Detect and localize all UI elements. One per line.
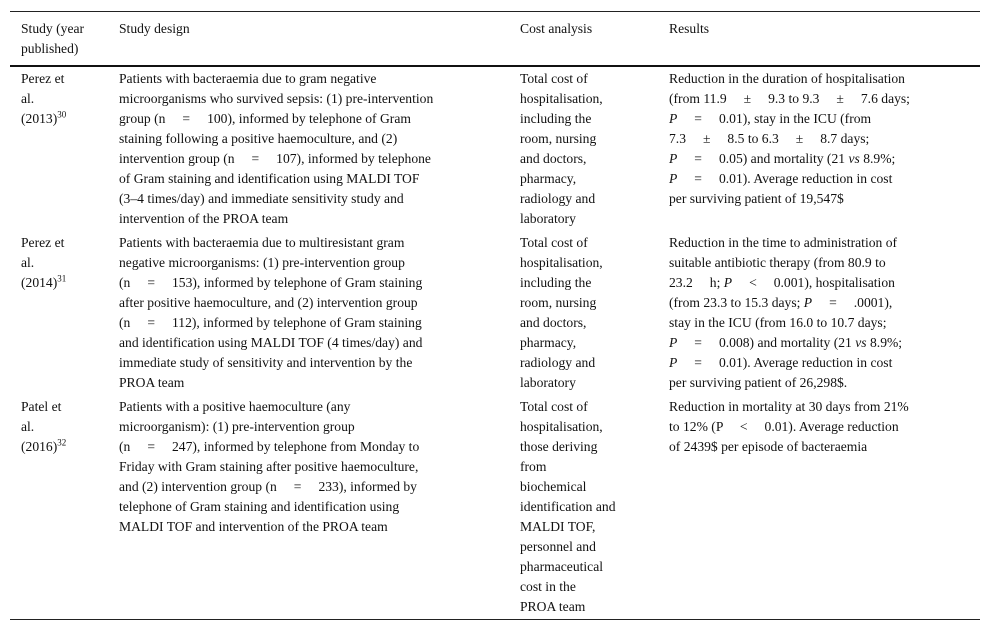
results-cell-line: P = 0.01). Average reduction in cost (669, 171, 893, 186)
results-cell (658, 69, 980, 229)
results-cell-line: 23.2 h; P < 0.001), hospitalisation (669, 275, 895, 290)
cost-analysis-cell-line: biochemical (520, 479, 587, 494)
results-cell (658, 233, 980, 393)
design-cell-line: staining following a positive haemoculture, and (2) (119, 131, 398, 146)
study-line (21, 437, 108, 457)
cost-analysis-cell-line: identification and (520, 499, 616, 514)
cost-analysis-cell-line: laboratory (520, 211, 576, 226)
design-cell-line: intervention of the PROA team (119, 211, 289, 226)
reference-number: 32 (57, 437, 67, 448)
study-text: al. (21, 91, 35, 106)
header-line: Study (year (21, 21, 85, 36)
cost-analysis-cell-line: hospitalisation, (520, 419, 603, 434)
cost-analysis-cell-line: including the (520, 275, 592, 290)
results-cell-line: P = 0.05) and mortality (21 vs 8.9%; (669, 151, 896, 166)
study-cell (10, 397, 108, 617)
cost-analysis-cell-line: and doctors, (520, 151, 587, 166)
study-text: Perez et (21, 71, 65, 86)
cost-analysis-cell (509, 69, 658, 229)
study-line (21, 273, 108, 293)
design-cell-line: MALDI TOF and intervention of the PROA team (119, 519, 388, 534)
results-cell-line: Reduction in the duration of hospitalisation (669, 71, 905, 86)
table-row (10, 395, 980, 619)
results-cell-line: per surviving patient of 26,298$. (669, 375, 848, 390)
table-row (10, 231, 980, 395)
cost-analysis-cell-line: and doctors, (520, 315, 587, 330)
cost-analysis-cell (509, 233, 658, 393)
cost-analysis-cell-line: pharmacy, (520, 335, 577, 350)
study-cell (10, 233, 108, 393)
results-cell-line: to 12% (P < 0.01). Average reduction (669, 419, 899, 434)
study-text: Perez et (21, 235, 65, 250)
study-line (21, 109, 108, 129)
cost-analysis-cell-line: radiology and (520, 355, 596, 370)
cost-analysis-cell-line: hospitalisation, (520, 255, 603, 270)
reference-number: 31 (57, 273, 67, 284)
design-cell-line: Patients with a positive haemoculture (any (119, 399, 351, 414)
results-cell-line: Reduction in the time to administration of (669, 235, 898, 250)
reference-number: 30 (57, 109, 67, 120)
study-text: (2016) (21, 439, 58, 454)
header-study-design (108, 19, 509, 59)
design-cell-line: PROA team (119, 375, 185, 390)
cost-analysis-cell-line: hospitalisation, (520, 91, 603, 106)
study-text: (2013) (21, 111, 58, 126)
design-cell-line: immediate study of sensitivity and intervention by the (119, 355, 413, 370)
design-cell-line: telephone of Gram staining and identification using (119, 499, 400, 514)
cost-analysis-cell-line: room, nursing (520, 295, 597, 310)
design-cell-line: and identification using MALDI TOF (4 times/day) and (119, 335, 423, 350)
results-cell-line: 7.3 ± 8.5 to 6.3 ± 8.7 days; (669, 131, 870, 146)
design-cell-line: Patients with bacteraemia due to gram negative (119, 71, 377, 86)
design-cell-line: Patients with bacteraemia due to multiresistant gram (119, 235, 405, 250)
header-cost-analysis (509, 19, 658, 59)
design-cell-line: (3–4 times/day) and immediate sensitivity study and (119, 191, 404, 206)
cost-analysis-cell (509, 397, 658, 617)
cost-analysis-cell-line: from (520, 459, 547, 474)
study-text: al. (21, 419, 35, 434)
study-text: al. (21, 255, 35, 270)
cost-analysis-cell-line: cost in the (520, 579, 576, 594)
study-line (21, 397, 108, 417)
cost-analysis-cell-line: Total cost of (520, 235, 588, 250)
cost-analysis-cell-line: pharmacy, (520, 171, 577, 186)
design-cell-line: intervention group (n = 107), informed by telephone (119, 151, 431, 166)
design-cell (108, 69, 509, 229)
design-cell-line: (n = 112), informed by telephone of Gram staining (119, 315, 422, 330)
header-line: Study design (119, 21, 190, 36)
study-line (21, 417, 108, 437)
study-line (21, 89, 108, 109)
design-cell-line: microorganisms who survived sepsis: (1) pre-intervention (119, 91, 434, 106)
cost-analysis-cell-line: those deriving (520, 439, 598, 454)
results-cell-line: of 2439$ per episode of bacteraemia (669, 439, 868, 454)
design-cell-line: negative microorganisms: (1) pre-intervention group (119, 255, 405, 270)
cost-analysis-cell-line: including the (520, 111, 592, 126)
results-cell-line: per surviving patient of 19,547$ (669, 191, 844, 206)
study-text: Patel et (21, 399, 62, 414)
header-study (10, 19, 108, 59)
design-cell (108, 233, 509, 393)
study-text: (2014) (21, 275, 58, 290)
design-cell-line: microorganism): (1) pre-intervention group (119, 419, 355, 434)
design-cell-line: of Gram staining and identification using MALDI TOF (119, 171, 420, 186)
study-line (21, 253, 108, 273)
table-header-row (10, 12, 980, 67)
cost-analysis-cell-line: room, nursing (520, 131, 597, 146)
cost-analysis-cell-line: radiology and (520, 191, 596, 206)
cost-analysis-cell-line: laboratory (520, 375, 576, 390)
header-line: Results (669, 21, 710, 36)
cost-analysis-cell-line: Total cost of (520, 71, 588, 86)
header-line: Cost analysis (520, 21, 593, 36)
results-cell-line: stay in the ICU (from 16.0 to 10.7 days; (669, 315, 887, 330)
studies-table (10, 11, 980, 620)
design-cell-line: Friday with Gram staining after positive haemoculture, (119, 459, 419, 474)
results-cell (658, 397, 980, 617)
study-line (21, 233, 108, 253)
header-line: published) (21, 41, 79, 56)
study-cell (10, 69, 108, 229)
design-cell-line: group (n = 100), informed by telephone of Gram (119, 111, 411, 126)
design-cell-line: (n = 247), informed by telephone from Monday to (119, 439, 420, 454)
cost-analysis-cell-line: Total cost of (520, 399, 588, 414)
design-cell-line: and (2) intervention group (n = 233), informed by (119, 479, 417, 494)
cost-analysis-cell-line: PROA team (520, 599, 586, 614)
results-cell-line: P = 0.01), stay in the ICU (from (669, 111, 872, 126)
results-cell-line: (from 23.3 to 15.3 days; P = .0001), (669, 295, 893, 310)
design-cell-line: (n = 153), informed by telephone of Gram staining (119, 275, 423, 290)
cost-analysis-cell-line: MALDI TOF, (520, 519, 596, 534)
cost-analysis-cell-line: personnel and (520, 539, 596, 554)
results-cell-line: Reduction in mortality at 30 days from 21% (669, 399, 909, 414)
study-line (21, 69, 108, 89)
table-row (10, 67, 980, 231)
results-cell-line: P = 0.008) and mortality (21 vs 8.9%; (669, 335, 903, 350)
results-cell-line: (from 11.9 ± 9.3 to 9.3 ± 7.6 days; (669, 91, 910, 106)
cost-analysis-cell-line: pharmaceutical (520, 559, 604, 574)
design-cell-line: after positive haemoculture, and (2) intervention group (119, 295, 418, 310)
design-cell (108, 397, 509, 617)
header-results (658, 19, 980, 59)
results-cell-line: P = 0.01). Average reduction in cost (669, 355, 893, 370)
results-cell-line: suitable antibiotic therapy (from 80.9 to (669, 255, 886, 270)
